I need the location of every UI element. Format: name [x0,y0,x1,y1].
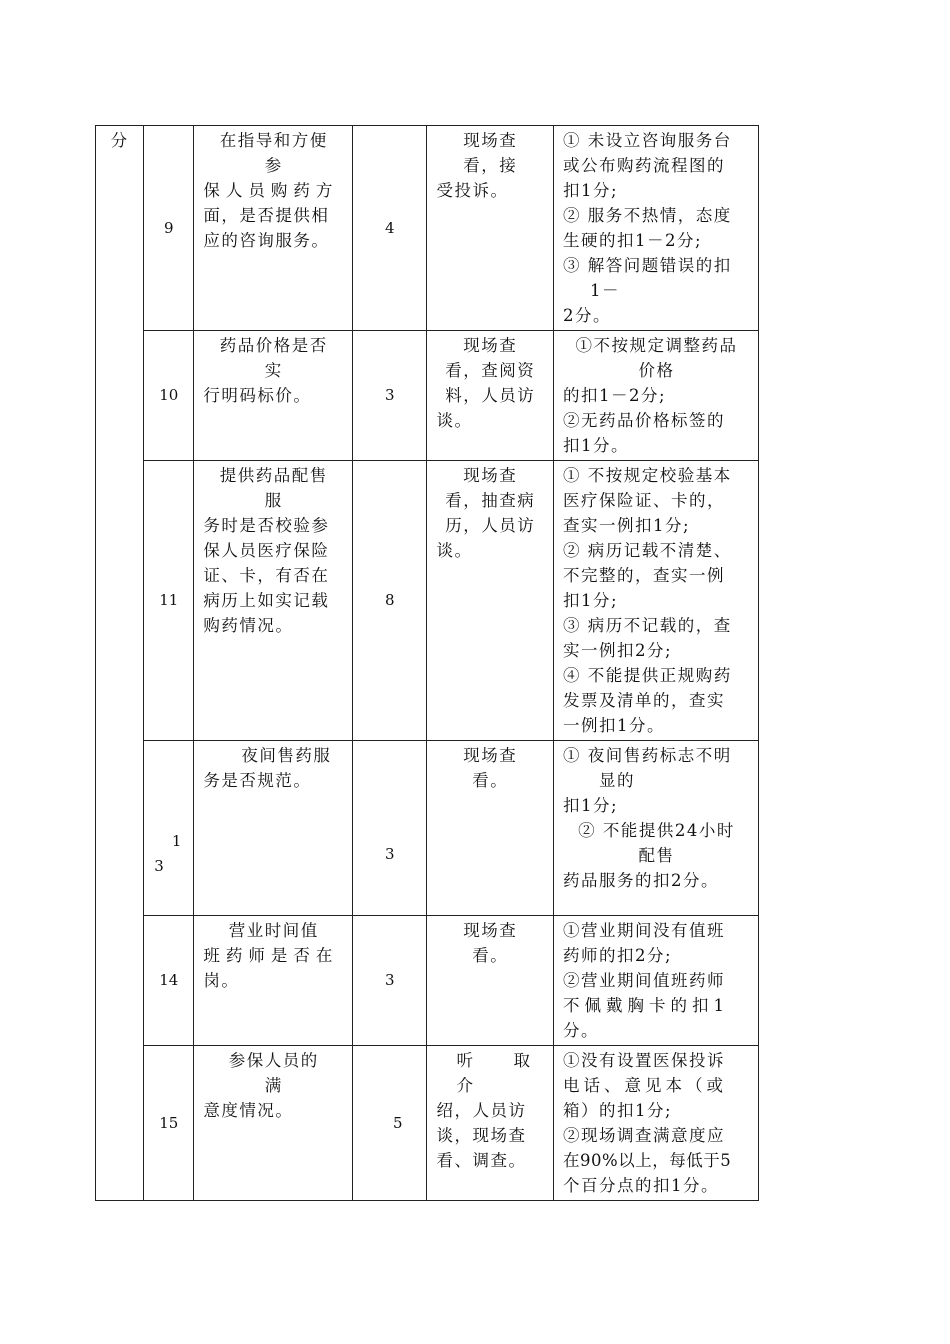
score-cell [353,331,427,461]
score-text: 3 [385,844,395,863]
item-line: 保人员购药方 [203,181,339,200]
rule-line: 查实一例扣1分; [563,516,691,535]
method-line: 现场查 [463,131,518,150]
rule-line: 药品服务的扣2分。 [563,871,720,890]
check-item [194,916,353,1046]
rule-line: 箱）的扣1分; [563,1101,673,1120]
method-cell [427,916,554,1046]
check-item [194,126,353,331]
rule-line: 个百分点的扣1分。 [563,1176,720,1195]
deduction-rule [554,126,759,331]
score-text: 3 [385,971,395,989]
rule-line: ① 不按规定校验基本 [563,466,732,485]
method-line: 听取介 [456,1051,545,1095]
item-line: 参保人员的 [228,1051,319,1070]
deduction-rule [554,1046,759,1201]
rule-line: 分。 [563,1021,600,1040]
item-line: 应的咨询服务。 [203,231,330,250]
evaluation-table [95,125,759,1201]
row-number-text: 9 [164,218,174,237]
table-row [96,741,759,916]
item-line: 购药情况。 [203,616,294,635]
item-line: 实 [264,361,283,380]
method-line: 看，接 [463,156,518,175]
method-cell [427,741,554,916]
rule-line: ② 不能提供24小时 [578,821,735,840]
deduction-rule [554,916,759,1046]
method-cell [427,126,554,331]
rule-line: ①不按规定调整药品 [575,336,738,355]
row-number-text: 1 [171,832,182,850]
item-line: 班药师是否在 [203,946,339,965]
rule-line: 扣1分; [563,796,619,815]
table-row [96,1046,759,1201]
rule-line: ② 病历记载不清楚、 [563,541,732,560]
rule-line: ①没有设置医保投诉 [563,1051,726,1070]
item-line: 岗。 [203,971,240,990]
table-row [96,916,759,1046]
deduction-rule [554,741,759,916]
method-line: 受投诉。 [436,181,509,200]
category-cell [96,126,144,1201]
rule-line: 不完整的，查实一例 [563,566,726,585]
score-cell [353,916,427,1046]
row-number-text: 10 [159,386,179,404]
method-line: 看。 [472,946,509,965]
rule-line: 药师的扣2分; [563,946,673,965]
method-line: 历，人员访 [445,516,536,535]
item-line: 面，是否提供相 [203,206,330,225]
item-line: 参 [264,156,283,175]
item-line: 行明码标价。 [203,386,312,405]
table-row [96,331,759,461]
score-text: 3 [385,386,395,404]
rule-line: 医疗保险证、卡的， [563,491,726,510]
rule-line: ④ 不能提供正规购药 [563,666,732,685]
score-cell [353,1046,427,1201]
method-line: 看。 [472,771,509,790]
row-number [144,916,194,1046]
item-line: 药品价格是否 [219,336,328,355]
item-line: 提供药品配售 [219,466,328,485]
item-line: 证、卡，有否在 [203,566,330,585]
rule-line: 扣1分; [563,181,619,200]
method-line: 谈，现场查 [436,1126,527,1145]
item-line: 在指导和方便 [219,131,328,150]
rule-line: ③ 解答问题错误的扣 [563,256,732,275]
score-text: 8 [385,591,395,609]
row-number [144,126,194,331]
rule-line: ① 夜间售药标志不明 [563,746,732,765]
rule-line: 显的 [599,771,636,790]
check-item [194,331,353,461]
rule-line: 一例扣1分。 [563,716,666,735]
method-cell [427,331,554,461]
method-line: 绍，人员访 [436,1101,527,1120]
check-item [194,741,353,916]
row-number [144,461,194,741]
method-cell [427,1046,554,1201]
row-number-text: 15 [159,1113,179,1132]
check-item [194,1046,353,1201]
item-line: 营业时间值 [228,921,319,940]
method-line: 看，查阅资 [445,361,536,380]
method-line: 现场查 [463,466,518,485]
rule-line: 或公布购药流程图的 [563,156,726,175]
item-line: 务时是否校验参 [203,516,330,535]
rule-line: ①营业期间没有值班 [563,921,726,940]
item-line: 意度情况。 [203,1101,294,1120]
method-line: 谈。 [436,411,473,430]
score-cell [353,741,427,916]
item-line: 夜间售药服 [241,746,332,765]
rule-line: ②现场调查满意度应 [563,1126,726,1145]
check-item [194,461,353,741]
item-line: 病历上如实记载 [203,591,330,610]
method-line: 看，抽查病 [445,491,536,510]
table-row [96,126,759,331]
item-line: 务是否规范。 [203,771,312,790]
rule-line: 配售 [638,846,675,865]
rule-line: 电话、意见本（或 [563,1076,728,1095]
method-line: 现场查 [463,921,518,940]
rule-line: 的扣1－2分; [563,386,667,405]
deduction-rule [554,461,759,741]
rule-line: ③ 病历不记载的，查 [563,616,732,635]
rule-line: 扣1分。 [563,436,630,455]
table-row [96,461,759,741]
rule-line: 生硬的扣1－2分; [563,231,703,250]
method-line: 看、调查。 [436,1151,527,1170]
rule-line: 价格 [638,361,675,380]
category-label: 分 [110,131,129,150]
score-cell [353,126,427,331]
item-line: 保人员医疗保险 [203,541,330,560]
method-cell [427,461,554,741]
row-number-text: 14 [159,971,179,989]
rule-line: 扣1分; [563,591,619,610]
method-line: 谈。 [436,541,473,560]
row-number-text: 3 [154,857,164,875]
rule-line: 发票及清单的，查实 [563,691,726,710]
score-cell [353,461,427,741]
rule-line: ②营业期间值班药师 [563,971,726,990]
method-line: 料，人员访 [445,386,536,405]
method-line: 现场查 [463,746,518,765]
row-number [144,1046,194,1201]
deduction-rule [554,331,759,461]
rule-line: 实一例扣2分; [563,641,673,660]
method-line: 现场查 [463,336,518,355]
row-number-text: 11 [159,591,179,609]
row-number [144,331,194,461]
item-line: 服 [264,491,283,510]
score-text: 4 [385,218,395,237]
row-number [144,741,194,916]
item-line: 满 [264,1076,283,1095]
rule-line: 在90%以上，每低于5 [563,1151,732,1170]
rule-line: 不佩戴胸卡的扣1 [563,996,730,1015]
rule-line: 1－ [590,281,621,300]
rule-line: 2分。 [563,306,612,325]
score-text: 5 [393,1113,403,1132]
rule-line: ②无药品价格标签的 [563,411,726,430]
rule-line: ① 未设立咨询服务台 [563,131,732,150]
rule-line: ② 服务不热情，态度 [563,206,732,225]
